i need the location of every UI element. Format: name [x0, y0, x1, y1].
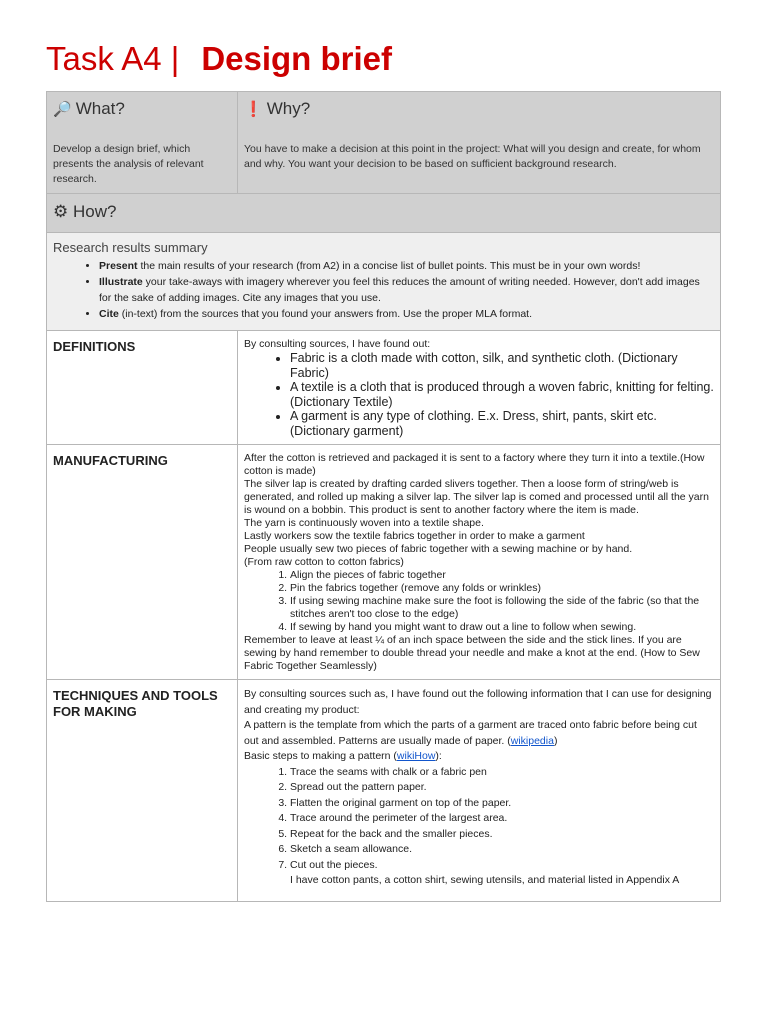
manufacturing-label-cell [47, 445, 238, 680]
how-cell [47, 194, 721, 233]
definitions-label: DEFINITIONS [53, 339, 136, 354]
research-summary-title: Research results summary [53, 240, 208, 255]
document-subject: Design brief [201, 40, 393, 77]
pattern-steps-list [244, 765, 714, 874]
manufacturing-label: MANUFACTURING [53, 453, 168, 468]
techniques-content-cell [238, 680, 721, 902]
what-heading [47, 92, 237, 119]
paragraph: (From raw cotton to cotton fabrics) [244, 556, 404, 568]
exclamation-icon: ❗ [244, 101, 263, 118]
paragraph: The silver lap is created by drafting carded slivers together. Then a loose form of string/web is generated, and rolled up making a silver lap. The silver lap is comed and processed until all the yarn is wound on a bobbin. This product is sent to another factory where the item is made. [244, 478, 709, 516]
paragraph: Lastly workers sow the textile fabrics together in order to make a garment [244, 530, 585, 542]
list-item: 7. Cut out the pieces. [290, 858, 714, 874]
paragraph: The yarn is continuously woven into a textile shape. [244, 517, 484, 529]
definitions-intro: By consulting sources, I have found out: [244, 338, 431, 350]
what-heading-text: What? [75, 99, 125, 118]
techniques-label-cell [47, 680, 238, 902]
page-title [46, 40, 392, 78]
how-heading [47, 194, 720, 232]
paragraph: Remember to leave at least ¼ of an inch space between the side and the stick lines. If you are sewing by hand remember to double thread your needle and make a knot at the end. (How to Sew Fabric Together Seamlessly) [244, 634, 700, 672]
definitions-content-cell [238, 331, 721, 445]
steps-intro [244, 749, 714, 765]
research-summary-list [53, 258, 714, 322]
gear-icon: ⚙ [53, 202, 69, 221]
research-summary-cell [47, 233, 721, 331]
list-item: 1. Trace the seams with chalk or a fabric pen [290, 765, 714, 781]
why-cell [238, 92, 721, 194]
definitions-label-cell [47, 331, 238, 445]
list-item: • Fabric is a cloth made with cotton, silk, and synthetic cloth. (Dictionary Fabric) [290, 351, 714, 380]
what-text: Develop a design brief, which presents the analysis of relevant research. [53, 143, 204, 185]
bullet-keyword: Illustrate [99, 276, 143, 288]
list-item: 4. If sewing by hand you might want to draw out a line to follow when sewing. [290, 621, 714, 634]
list-item [99, 258, 714, 274]
list-item: 2. Pin the fabrics together (remove any folds or wrinkles) [290, 582, 714, 595]
why-heading [238, 92, 720, 119]
steps-intro-end: ): [435, 750, 442, 762]
task-label: Task A4 | [46, 40, 180, 77]
magnifier-icon: 🔎 [53, 101, 72, 118]
design-brief-table [46, 91, 721, 902]
bullet-text: your take-aways with imagery wherever you feel this reduces the amount of writing needed. However, don't add images for the sake of adding images. Cite any images that you use. [99, 276, 700, 304]
pattern-text: A pattern is the template from which the parts of a garment are traced onto fabric before being cut out and assembled. Patterns are usually made of paper. ( [244, 719, 697, 747]
list-item: • A garment is any type of clothing. E.x. Dress, shirt, pants, skirt etc. (Dictionary garment) [290, 409, 714, 438]
list-item: 5. Repeat for the back and the smaller pieces. [290, 827, 714, 843]
list-item: 6. Sketch a seam allowance. [290, 842, 714, 858]
steps-intro-text: Basic steps to making a pattern ( [244, 750, 397, 762]
definitions-list [244, 351, 714, 438]
pattern-definition [244, 718, 714, 749]
list-item: 4. Trace around the perimeter of the largest area. [290, 811, 714, 827]
what-cell [47, 92, 238, 194]
pattern-end: ) [553, 734, 558, 747]
why-heading-text: Why? [266, 99, 311, 118]
techniques-intro: By consulting sources such as, I have found out the following information that I can use for designing and creating my product: [244, 688, 712, 716]
techniques-closing: I have cotton pants, a cotton shirt, sewing utensils, and material listed in Appendix A [290, 874, 680, 886]
list-item [99, 274, 714, 306]
techniques-label: TECHNIQUES AND TOOLS FOR MAKING [53, 688, 218, 719]
manufacturing-content-cell [238, 445, 721, 680]
why-text: You have to make a decision at this point in the project: What will you design and create, for whom and why. You want your decision to be based on sufficient background research. [244, 143, 701, 170]
sewing-steps-list [244, 569, 714, 634]
paragraph: People usually sew two pieces of fabric together with a sewing machine or by hand. [244, 543, 633, 555]
list-item: 3. Flatten the original garment on top of the paper. [290, 796, 714, 812]
wikipedia-link[interactable]: wikipedia [510, 734, 554, 747]
list-item: • A textile is a cloth that is produced through a woven fabric, knitting for felting. (Dictionary Textile) [290, 380, 714, 409]
how-heading-text: How? [72, 202, 117, 221]
bullet-text: the main results of your research (from A2) in a concise list of bullet points. This must be in your own words! [137, 260, 641, 272]
bullet-text: (in-text) from the sources that you found your answers from. Use the proper MLA format. [118, 308, 533, 320]
list-item [99, 306, 714, 322]
list-item: 1. Align the pieces of fabric together [290, 569, 714, 582]
list-item: 3. If using sewing machine make sure the foot is following the side of the fabric (so that the stitches aren't too close to the edge) [290, 595, 714, 621]
list-item: 2. Spread out the pattern paper. [290, 780, 714, 796]
bullet-keyword: Present [99, 260, 138, 272]
bullet-keyword: Cite [99, 308, 119, 320]
wikihow-link[interactable]: wikiHow [396, 750, 436, 762]
paragraph: After the cotton is retrieved and packaged it is sent to a factory where they turn it into a textile.(How cotton is made) [244, 452, 705, 477]
